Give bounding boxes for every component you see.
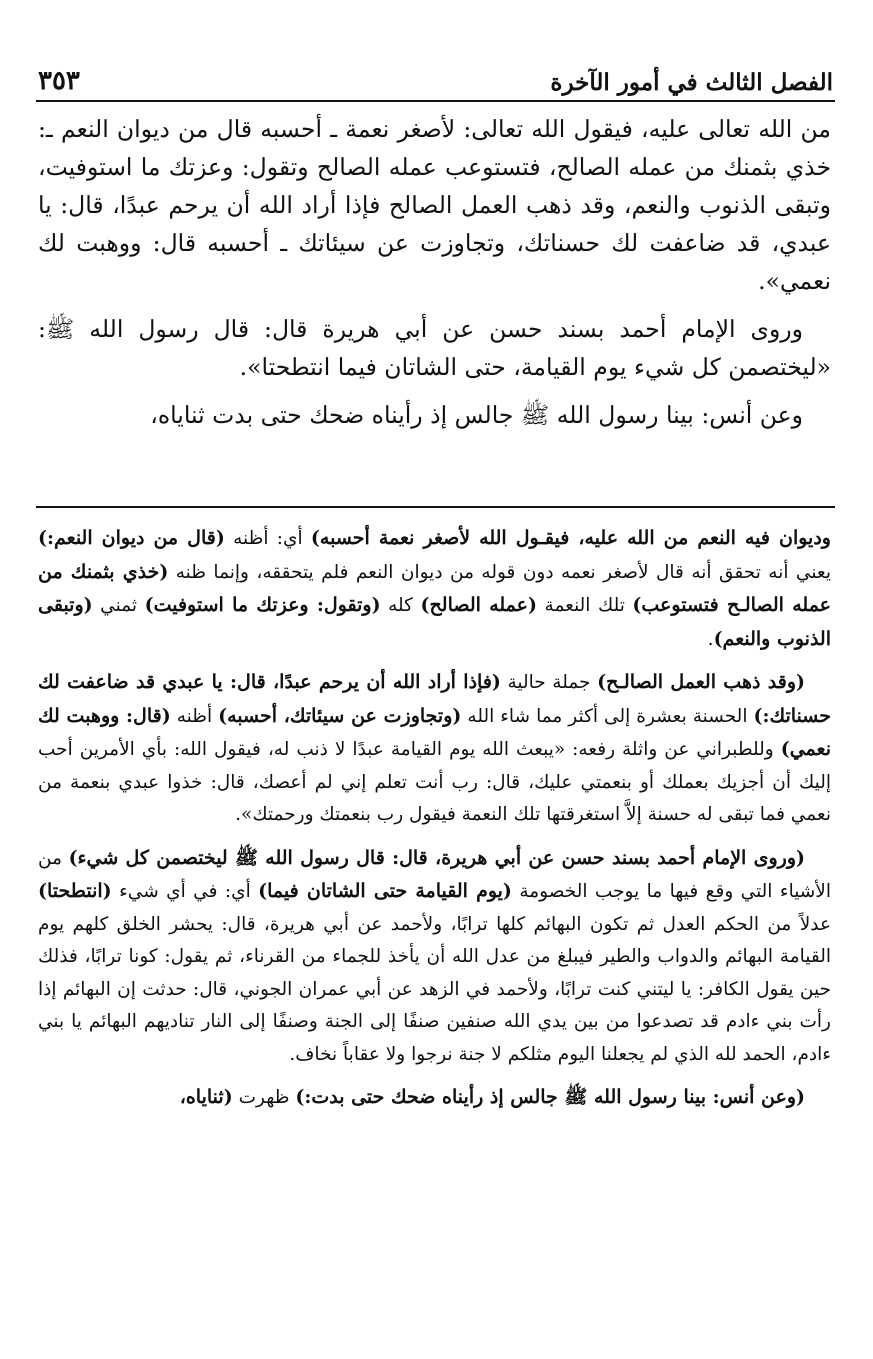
footnote-separator: [36, 506, 835, 508]
quoted-text: (قال: ووهبت لك نعمي): [38, 704, 831, 760]
quoted-text: (فإذا أراد الله أن يرحم عبدًا، قال: يا عبدي قد ضاعفت لك حسناتك:): [38, 671, 831, 727]
quoted-text: (وتبقى الذنوب والنعم): [38, 594, 831, 650]
quoted-text: (وقد ذهب العمل الصالـح): [597, 671, 805, 693]
explanation-text: الحسنة بعشرة إلى أكثر مما شاء الله: [461, 705, 754, 727]
quoted-text: (وتقول: وعزتك ما استوفيت): [144, 594, 381, 616]
commentary: [38, 522, 831, 1342]
running-title: الفصل الثالث في أمور الآخرة: [550, 69, 833, 96]
explanation-text: من الأشياء التي وقع فيها ما يوجب الخصومة: [38, 847, 831, 902]
explanation-text: أظنه: [170, 705, 219, 727]
quoted-text: (ثناياه،: [179, 1086, 233, 1108]
quoted-text: (وعن أنس: بينا رسول الله ﷺ جالس إذ رأيناه ضحك حتى بدت:): [295, 1086, 805, 1108]
quoted-text: وديوان فيه النعم من الله عليه، فيقـول الله لأصغر نعمة أحسبه): [310, 527, 831, 549]
explanation-text: .: [707, 628, 714, 650]
quoted-text: (وروى الإمام أحمد بسند حسن عن أبي هريرة، قال: قال رسول الله ﷺ ليختصمن كل شيء): [68, 846, 805, 869]
quoted-text: (عمله الصالح): [420, 594, 537, 616]
main-paragraph-2: وروى الإمام أحمد بسند حسن عن أبي هريرة قال: قال رسول الله ﷺ: «ليختصمن كل شيء يوم القيامة، حتى الشاتان فيما انتطحتا».: [38, 315, 831, 381]
commentary-paragraph-3: [38, 842, 831, 1072]
explanation-text: أي: أظنه: [224, 528, 311, 549]
quoted-text: (يوم القيامة حتى الشاتان فيما): [258, 880, 512, 902]
explanation-text: جملة حالية: [500, 672, 598, 693]
explanation-text: عدلاً من الحكم العدل ثم تكون البهائم كلها ترابًا، ولأحمد عن أبي هريرة، قال: يحشر الخلق كلهم يوم القيامة البهائم والدواب والطير فيبلغ من عدل الله أن يأخذ للجماء من القرناء، ثم يقول: كونا ترابًا، فذلك حين يقول الكافر: يا ليتني كنت ترابًا، ولأحمد في الزهد عن أبي عمران الجوني، قال: حدثت إن البهائم إذا رأت بني ءادم قد تصدعوا من بين يدي الله صنفين صنفًا إلى الجنة وصنفًا إلى النار تناديهم البهائم يا بني ءادم، الحمد لله الذي لم يجعلنا اليوم مثلكم لا جنة نرجوا ولا عقاباً نخاف.: [38, 913, 831, 1065]
explanation-text: ثمني: [92, 595, 145, 616]
explanation-text: أي: في أي شيء: [111, 881, 259, 902]
explanation-text: كله: [380, 595, 421, 616]
commentary-paragraph-2: [38, 666, 831, 832]
explanation-text: ظهرت: [232, 1087, 296, 1108]
main-text: [38, 110, 831, 492]
main-paragraph-3: وعن أنس: بينا رسول الله ﷺ جالس إذ رأيناه ضحك حتى بدت ثناياه،: [150, 401, 803, 429]
header-rule: [36, 100, 835, 102]
explanation-text: وللطبراني عن واثلة رفعه: «يبعث الله يوم القيامة عبدًا لا ذنب له، فيقول الله: بأي الأمرين أحب إليك أن أجزيك بعملك أو بنعمتي عليك، قال: رب أنت تعلم إني لم أعصك، قال: خذوا عبدي بنعمة من نعمي فما تبقى له حسنة إلاَّ استغرقتها تلك النعمة فيقول رب بنعمتك ورحمتك».: [38, 739, 831, 825]
commentary-paragraph-4: [38, 1081, 831, 1115]
quoted-text: (وتجاوزت عن سيئاتك، أحسبه): [218, 704, 462, 727]
explanation-text: يعني أنه تحقق أنه قال لأصغر نعمه دون قوله من ديوان النعم فلم يتحققه، وإنما ظنه: [168, 561, 832, 583]
page-header: [38, 56, 833, 96]
quoted-text: (انتطحتا): [38, 880, 112, 902]
main-paragraph-1: من الله تعالى عليه، فيقول الله تعالى: لأصغر نعمة ـ أحسبه قال من ديوان النعم ـ: خذي بثمنك من عمله الصالح، فتستوعب عمله الصالح وتقول: وعزتك ما استوفيت، وتبقى الذنوب والنعم، وقد ذهب العمل الصالح فإذا أراد الله أن يرحم عبدًا، قال: يا عبدي، قد ضاعفت لك حسناتك، وتجاوزت عن سيئاتك ـ أحسبه قال: ووهبت لك نعمي».: [38, 115, 831, 295]
commentary-paragraph-1: [38, 522, 831, 656]
explanation-text: تلك النعمة: [537, 595, 633, 616]
quoted-text: (قال من ديوان النعم:): [38, 527, 225, 549]
page-number: ٣٥٣: [38, 66, 80, 96]
quoted-text: (خذي بثمنك من عمله الصالـح فتستوعب): [38, 560, 832, 616]
